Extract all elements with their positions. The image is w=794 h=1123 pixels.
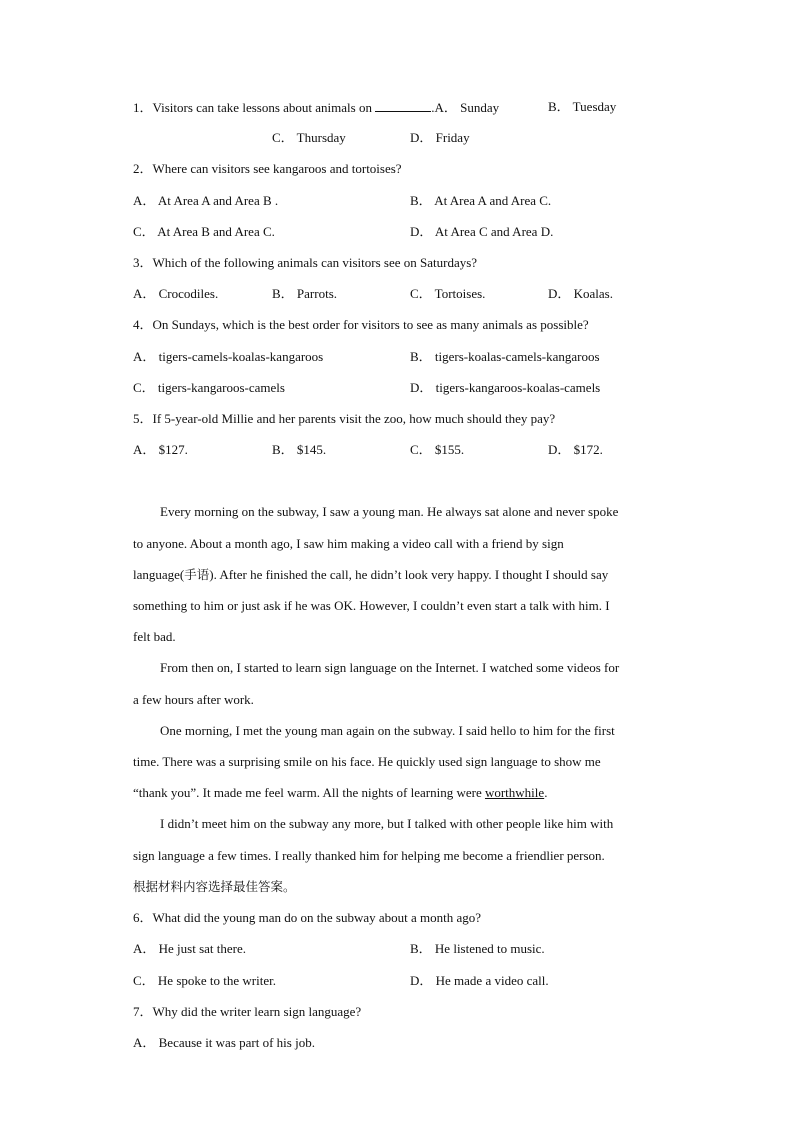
passage-text: ). After he finished the call, he didn’t look very happy. I thought I should say: [209, 567, 609, 582]
passage-paragraph-3-line-3: [133, 785, 547, 801]
question-1-option-b: B． Tuesday: [548, 99, 617, 114]
passage-paragraph-1-line-3: [133, 567, 608, 583]
passage-paragraph-1-line-5: felt bad.: [133, 629, 176, 644]
question-4-option-a: A． tigers-camels-koalas-kangaroos: [133, 349, 324, 364]
question-2-stem: 2．Where can visitors see kangaroos and tortoises?: [133, 161, 402, 176]
answer-blank: [375, 99, 431, 112]
question-5-stem: 5．If 5-year-old Millie and her parents visit the zoo, how much should they pay?: [133, 411, 556, 426]
passage-paragraph-2-line-1: From then on, I started to learn sign language on the Internet. I watched some videos for: [160, 660, 620, 675]
passage-paragraph-1-line-1: Every morning on the subway, I saw a young man. He always sat alone and never spoke: [160, 504, 619, 519]
question-1-option-a: .A． Sunday: [431, 100, 500, 115]
question-5-option-b: B． $145.: [272, 442, 327, 457]
passage-paragraph-1-line-2: to anyone. About a month ago, I saw him making a video call with a friend by sign: [133, 536, 564, 551]
passage-paragraph-3-line-1: One morning, I met the young man again on the subway. I said hello to him for the first: [160, 723, 615, 738]
question-2-option-b: B． At Area A and Area C.: [410, 193, 552, 208]
passage-text: “thank you”. It made me feel warm. All the nights of learning were: [133, 785, 482, 800]
passage-paragraph-2-line-2: a few hours after work.: [133, 692, 254, 707]
question-1-option-d: D． Friday: [410, 130, 470, 145]
question-6-option-b: B． He listened to music.: [410, 941, 545, 956]
question-2-option-c: C． At Area B and Area C.: [133, 224, 275, 239]
question-4-option-c: C． tigers-kangaroos-camels: [133, 380, 285, 395]
question-3-stem: 3．Which of the following animals can visitors see on Saturdays?: [133, 255, 478, 270]
chinese-gloss: 手语: [184, 567, 210, 582]
underlined-word: worthwhile: [484, 785, 545, 800]
question-6-option-c: C． He spoke to the writer.: [133, 973, 276, 988]
passage-paragraph-1-line-4: something to him or just ask if he was OK. However, I couldn’t even start a talk with him. I: [133, 598, 610, 613]
question-3-option-d: D． Koalas.: [548, 286, 613, 301]
question-1-stem-line: [133, 99, 499, 116]
question-4-stem: 4．On Sundays, which is the best order for visitors to see as many animals as possible?: [133, 317, 589, 332]
passage-paragraph-4-line-1: I didn’t meet him on the subway any more, but I talked with other people like him with: [160, 816, 614, 831]
question-1-stem: 1．Visitors can take lessons about animals on: [133, 100, 372, 115]
question-2-option-d: D． At Area C and Area D.: [410, 224, 554, 239]
question-3-option-b: B． Parrots.: [272, 286, 338, 301]
passage-text: language(: [133, 567, 185, 582]
question-7-stem: 7．Why did the writer learn sign language?: [133, 1004, 362, 1019]
question-6-stem: 6．What did the young man do on the subway about a month ago?: [133, 910, 482, 925]
question-6-option-a: A． He just sat there.: [133, 941, 247, 956]
question-3-option-c: C． Tortoises.: [410, 286, 486, 301]
question-4-option-d: D． tigers-kangaroos-koalas-camels: [410, 380, 601, 395]
question-5-option-c: C． $155.: [410, 442, 465, 457]
question-5-option-a: A． $127.: [133, 442, 188, 457]
instruction-text: 根据材料内容选择最佳答案。: [133, 879, 296, 894]
passage-text: .: [544, 785, 548, 800]
question-2-option-a: A． At Area A and Area B .: [133, 193, 279, 208]
question-3-option-a: A． Crocodiles.: [133, 286, 219, 301]
question-5-option-d: D． $172.: [548, 442, 603, 457]
question-7-option-a: A． Because it was part of his job.: [133, 1035, 315, 1050]
question-1-option-c: C． Thursday: [272, 130, 346, 145]
question-6-option-d: D． He made a video call.: [410, 973, 549, 988]
question-4-option-b: B． tigers-koalas-camels-kangaroos: [410, 349, 600, 364]
passage-paragraph-4-line-2: sign language a few times. I really thanked him for helping me become a friendlier person.: [133, 848, 605, 863]
passage-paragraph-3-line-2: time. There was a surprising smile on his face. He quickly used sign language to show me: [133, 754, 601, 769]
